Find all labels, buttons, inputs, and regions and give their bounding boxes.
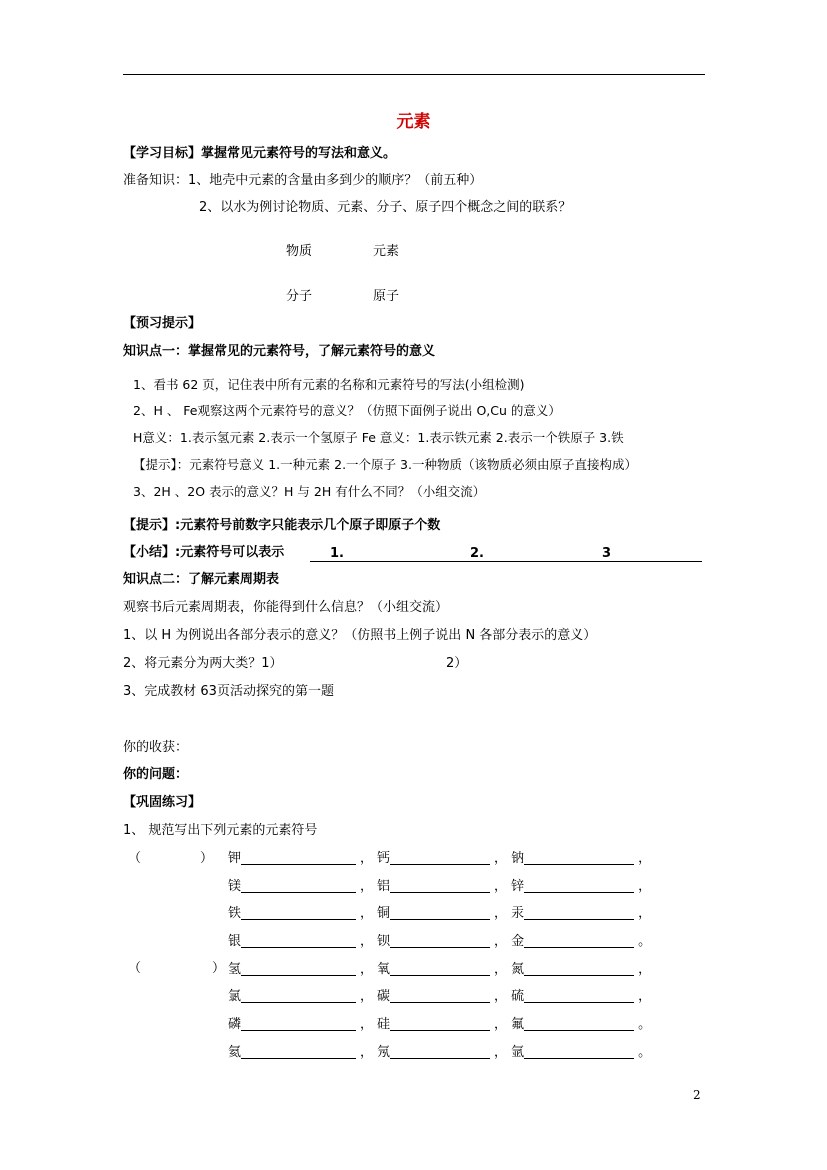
- kp2-item-3-part2: 2）: [446, 656, 468, 671]
- summary-num-1: 1.: [330, 546, 344, 561]
- symbol-blank[interactable]: [524, 851, 634, 865]
- paren-open-2: （: [128, 961, 142, 976]
- symbol-blank[interactable]: [524, 962, 634, 976]
- kp1-item-2: 2、H 、 Fe观察这两个元素符号的意义？（仿照下面例子说出 O,Cu 的意义）: [133, 403, 561, 418]
- punctuation: ，: [494, 906, 508, 921]
- punctuation: 。: [638, 1017, 652, 1032]
- punctuation: ，: [638, 851, 652, 866]
- symbol-blank[interactable]: [390, 851, 490, 865]
- practice-question-1: 1、 规范写出下列元素的元素符号: [123, 823, 318, 838]
- kp2-item-3: 2、将元素分为两大类？1）: [123, 656, 283, 671]
- punctuation: ，: [360, 906, 374, 921]
- element-name: 硫: [511, 989, 525, 1004]
- symbol-blank[interactable]: [390, 879, 490, 893]
- punctuation: ，: [494, 1045, 508, 1060]
- kp1-tip: 【提示】:元素符号前数字只能表示几个原子即原子个数: [123, 518, 441, 533]
- element-name: 银: [228, 934, 242, 949]
- punctuation: ，: [360, 1017, 374, 1032]
- symbol-blank[interactable]: [390, 962, 490, 976]
- symbol-blank[interactable]: [390, 1017, 490, 1031]
- kp2-item-2: 1、以 H 为例说出各部分表示的意义？（仿照书上例子说出 N 各部分表示的意义）: [123, 628, 597, 643]
- punctuation: ，: [494, 879, 508, 894]
- symbol-blank[interactable]: [524, 989, 634, 1003]
- kp1-item-1: 1、看书 62 页，记住表中所有元素的名称和元素符号的写法(小组检测): [133, 377, 525, 392]
- kp1-item-5: 3、2H 、2O 表示的意义？H 与 2H 有什么不同？（小组交流）: [133, 484, 486, 499]
- summary-num-3: 3: [602, 546, 612, 561]
- symbol-blank[interactable]: [524, 1045, 634, 1059]
- symbol-blank[interactable]: [241, 906, 356, 920]
- paren-open-1: （: [128, 851, 142, 866]
- element-row: [228, 851, 655, 865]
- symbol-blank[interactable]: [390, 989, 490, 1003]
- element-name: 钠: [511, 851, 525, 866]
- element-row: [228, 934, 655, 948]
- element-name: 铜: [377, 906, 391, 921]
- paren-close-2: ）: [212, 961, 226, 976]
- symbol-blank[interactable]: [241, 1045, 356, 1059]
- element-name: 硅: [377, 1017, 391, 1032]
- element-name: 钾: [228, 851, 242, 866]
- paren-close-1: ）: [200, 851, 214, 866]
- element-name: 碳: [377, 989, 391, 1004]
- element-name: 氯: [228, 989, 242, 1004]
- kp1-item-4: 【提示】：元素符号意义 1.一种元素 2.一个原子 3.一种物质（该物质必须由原子直接构成）: [133, 457, 637, 472]
- preview-heading: 【预习提示】: [123, 316, 202, 331]
- kp2-item-1: 观察书后元素周期表，你能得到什么信息？（小组交流）: [123, 600, 449, 615]
- kp2-item-4: 3、完成教材 63页活动探究的第一题: [123, 684, 334, 699]
- symbol-blank[interactable]: [390, 934, 490, 948]
- symbol-blank[interactable]: [524, 879, 634, 893]
- questions-label: 你的问题：: [123, 767, 189, 782]
- element-name: 氩: [511, 1045, 525, 1060]
- punctuation: ，: [360, 879, 374, 894]
- harvest-label: 你的收获：: [123, 740, 189, 755]
- element-row: [228, 989, 655, 1003]
- kp1-heading: 知识点一：掌握常见的元素符号，了解元素符号的意义: [123, 344, 436, 359]
- punctuation: ，: [360, 989, 374, 1004]
- punctuation: ，: [494, 1017, 508, 1032]
- element-name: 氖: [377, 1045, 391, 1060]
- punctuation: ，: [638, 989, 652, 1004]
- element-name: 氮: [511, 962, 525, 977]
- symbol-blank[interactable]: [241, 851, 356, 865]
- element-name: 氦: [228, 1045, 242, 1060]
- element-name: 铝: [377, 879, 391, 894]
- symbol-blank[interactable]: [241, 989, 356, 1003]
- element-name: 氧: [377, 962, 391, 977]
- element-row: [228, 962, 655, 976]
- punctuation: ，: [494, 989, 508, 1004]
- concept-element: 元素: [373, 244, 400, 259]
- page-title: 元素: [396, 112, 431, 132]
- concept-substance: 物质: [286, 244, 313, 259]
- element-name: 钡: [377, 934, 391, 949]
- punctuation: 。: [638, 934, 652, 949]
- summary-num-2: 2.: [470, 546, 484, 561]
- element-name: 金: [511, 934, 525, 949]
- punctuation: ，: [494, 962, 508, 977]
- symbol-blank[interactable]: [241, 962, 356, 976]
- punctuation: ，: [360, 962, 374, 977]
- header-rule: [123, 74, 705, 75]
- element-name: 钙: [377, 851, 391, 866]
- symbol-blank[interactable]: [524, 934, 634, 948]
- summary-label: 【小结】:元素符号可以表示: [123, 545, 285, 560]
- symbol-blank[interactable]: [390, 906, 490, 920]
- symbol-blank[interactable]: [524, 906, 634, 920]
- summary-blank-line[interactable]: [310, 561, 702, 562]
- element-name: 氢: [228, 962, 242, 977]
- element-row: [228, 906, 655, 920]
- symbol-blank[interactable]: [241, 879, 356, 893]
- punctuation: ，: [360, 934, 374, 949]
- element-name: 镁: [228, 879, 242, 894]
- punctuation: ，: [360, 851, 374, 866]
- punctuation: ，: [638, 879, 652, 894]
- element-name: 铁: [228, 906, 242, 921]
- kp1-item-3: H意义：1.表示氢元素 2.表示一个氢原子 Fe 意义：1.表示铁元素 2.表示一个铁原子 3.铁: [133, 430, 624, 445]
- element-name: 汞: [511, 906, 525, 921]
- element-name: 锌: [511, 879, 525, 894]
- symbol-blank[interactable]: [390, 1045, 490, 1059]
- symbol-blank[interactable]: [241, 1017, 356, 1031]
- practice-heading: 【巩固练习】: [123, 795, 202, 810]
- symbol-blank[interactable]: [241, 934, 356, 948]
- element-row: [228, 1017, 655, 1031]
- element-row: [228, 1045, 655, 1059]
- concept-molecule: 分子: [286, 289, 313, 304]
- punctuation: ，: [360, 1045, 374, 1060]
- punctuation: 。: [638, 1045, 652, 1060]
- learning-goal: 【学习目标】掌握常见元素符号的写法和意义。: [123, 146, 397, 161]
- element-row: [228, 879, 655, 893]
- page-number: 2: [693, 1088, 701, 1102]
- punctuation: ，: [494, 934, 508, 949]
- prep-question-2: 2、以水为例讨论物质、元素、分子、原子四个概念之间的联系？: [199, 200, 572, 215]
- symbol-blank[interactable]: [524, 1017, 634, 1031]
- kp2-heading: 知识点二：了解元素周期表: [123, 572, 280, 587]
- element-name: 氟: [511, 1017, 525, 1032]
- prep-question-1: 准备知识：1、地壳中元素的含量由多到少的顺序？（前五种）: [123, 173, 483, 188]
- punctuation: ，: [494, 851, 508, 866]
- punctuation: ，: [638, 906, 652, 921]
- punctuation: ，: [638, 962, 652, 977]
- element-name: 磷: [228, 1017, 242, 1032]
- concept-atom: 原子: [373, 289, 400, 304]
